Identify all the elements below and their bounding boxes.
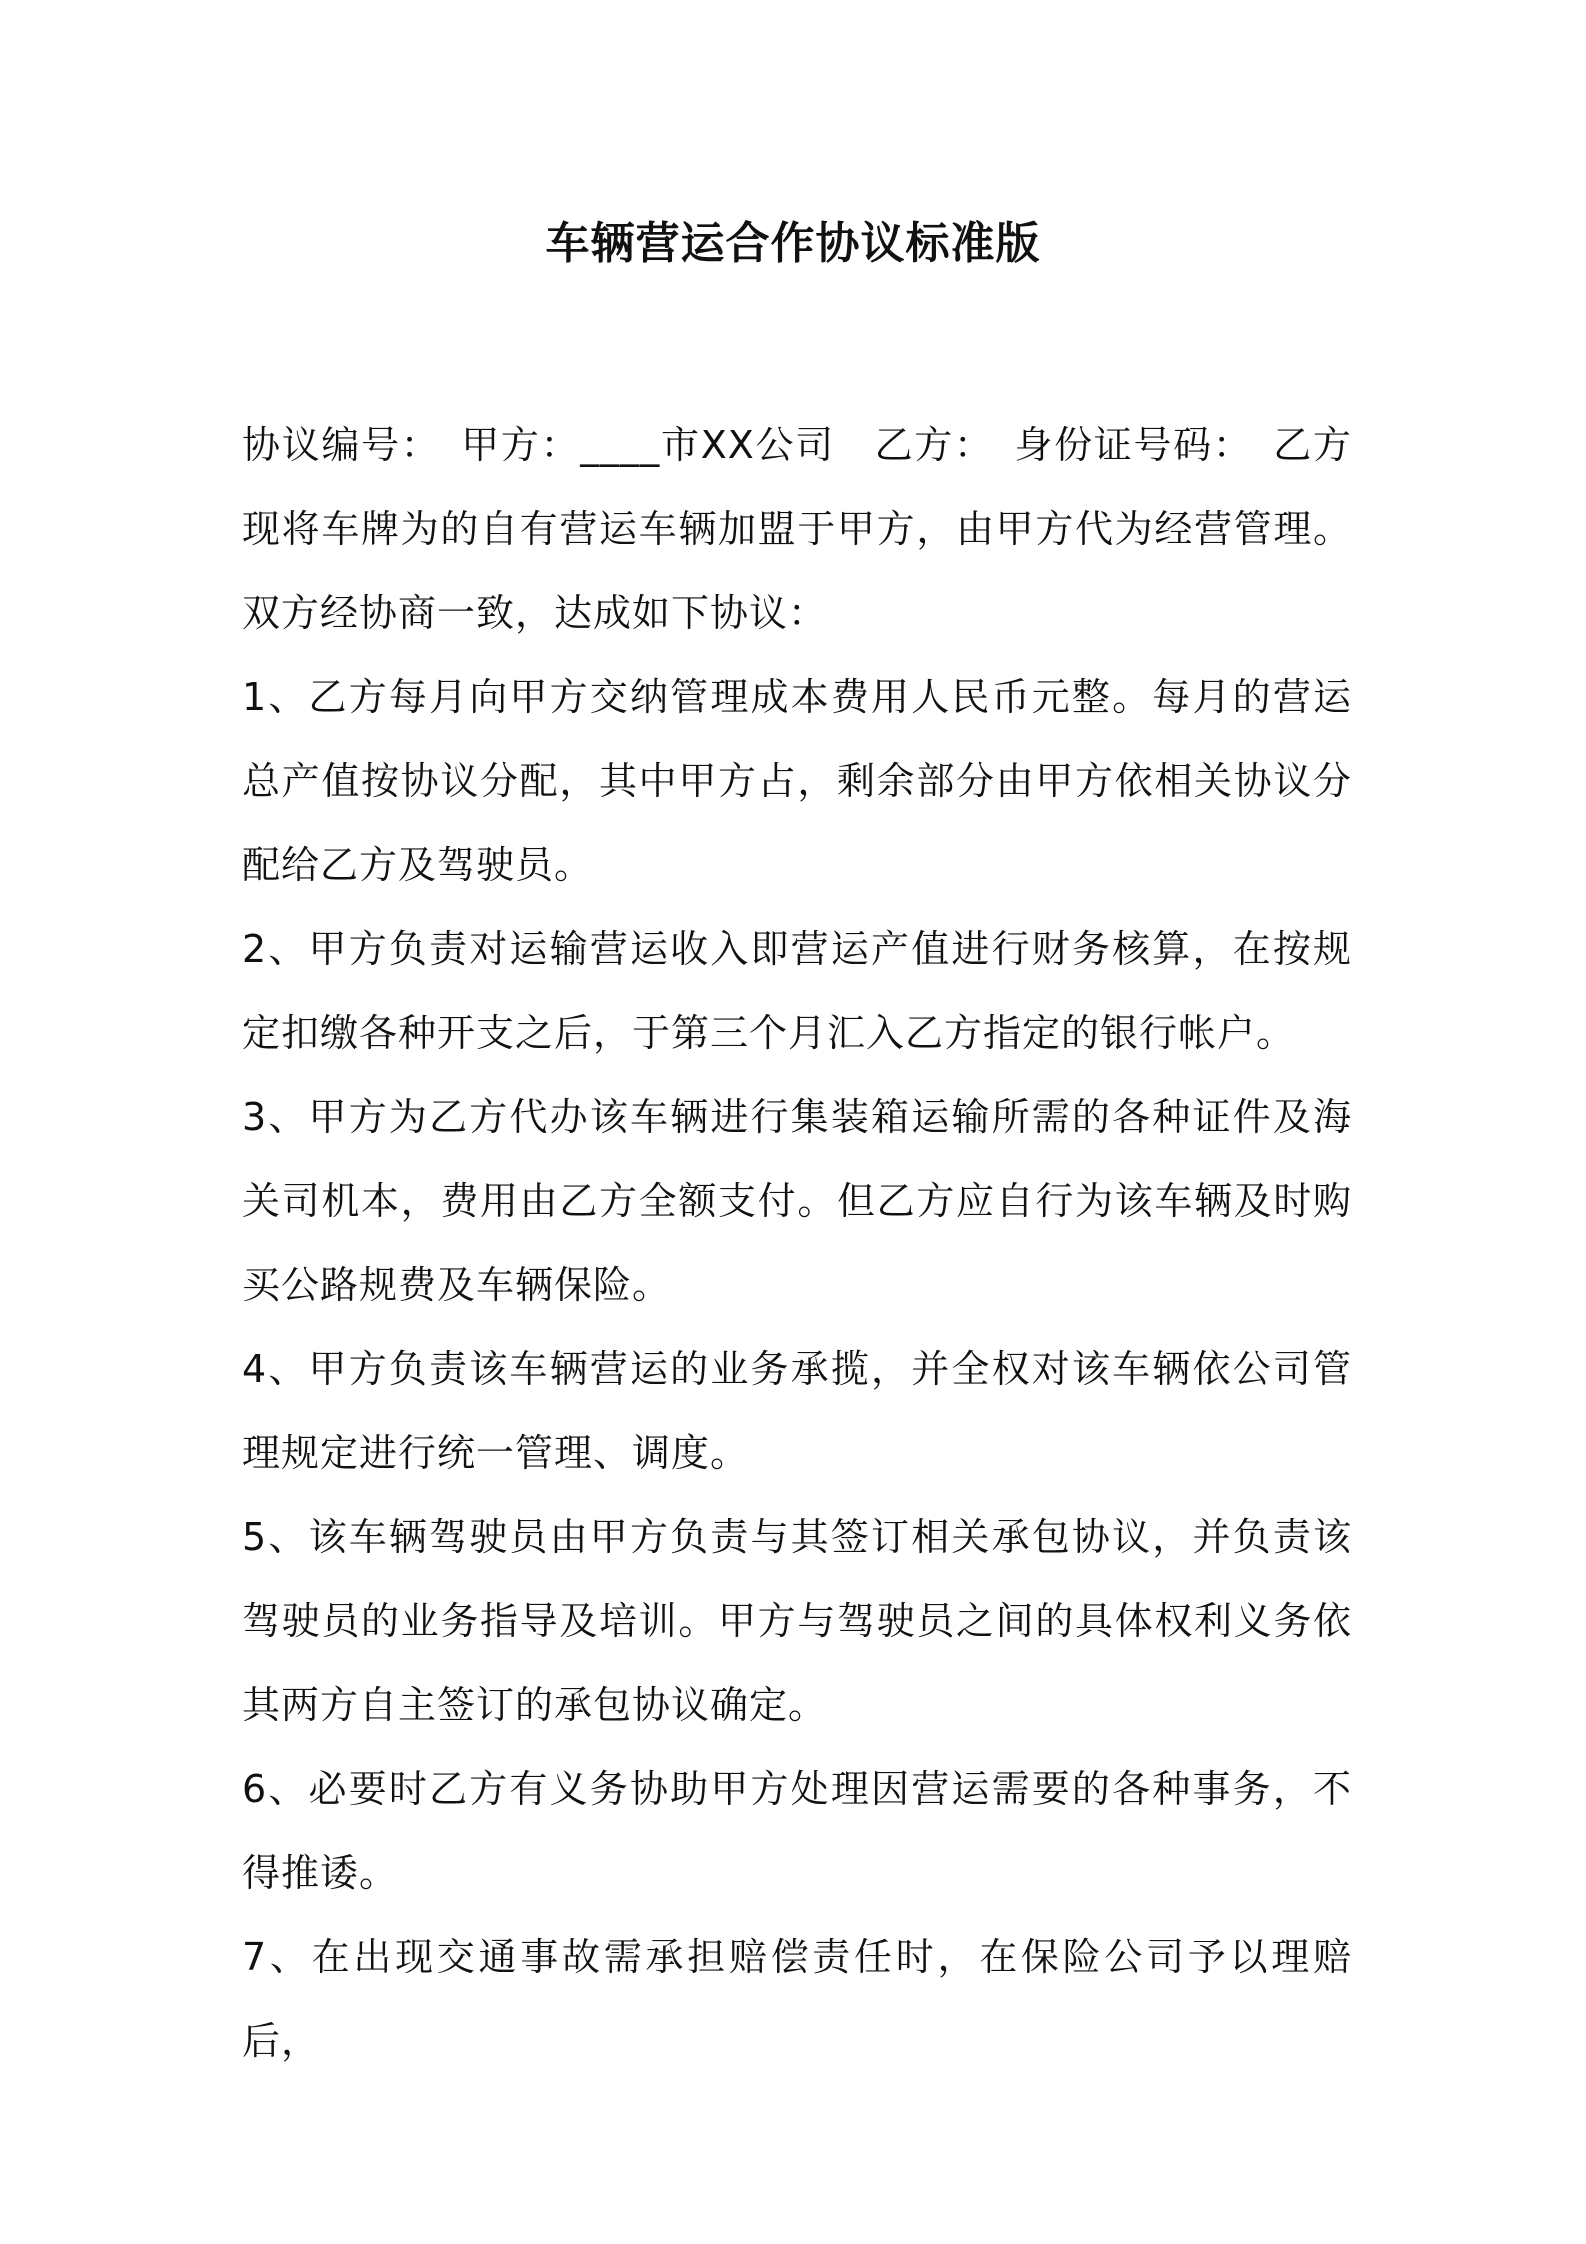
clause-7: 7、在出现交通事故需承担赔偿责任时，在保险公司予以理赔后， [242,1935,1352,2063]
intro-paragraph: 协议编号： 甲方：____市XX公司 乙方： 身份证号码： 乙方现将车牌为的自有营运车辆加盟于甲方，由甲方代为经营管理。双方经协商一致，达成如下协议： [242,423,1352,635]
clause-6: 6、必要时乙方有义务协助甲方处理因营运需要的各种事务，不得推诿。 [242,1767,1352,1895]
clause-2: 2、甲方负责对运输营运收入即营运产值进行财务核算，在按规定扣缴各种开支之后，于第三个月汇入乙方指定的银行帐户。 [242,927,1352,1055]
document-body [242,403,1352,2083]
document-title: 车辆营运合作协议标准版 [545,218,1041,269]
clause-1: 1、乙方每月向甲方交纳管理成本费用人民币元整。每月的营运总产值按协议分配，其中甲方占，剩余部分由甲方依相关协议分配给乙方及驾驶员。 [242,675,1352,887]
clause-3: 3、甲方为乙方代办该车辆进行集装箱运输所需的各种证件及海关司机本，费用由乙方全额支付。但乙方应自行为该车辆及时购买公路规费及车辆保险。 [242,1095,1352,1307]
clause-5: 5、该车辆驾驶员由甲方负责与其签订相关承包协议，并负责该驾驶员的业务指导及培训。甲方与驾驶员之间的具体权利义务依其两方自主签订的承包协议确定。 [242,1515,1352,1727]
clause-4: 4、甲方负责该车辆营运的业务承揽，并全权对该车辆依公司管理规定进行统一管理、调度。 [242,1347,1352,1475]
